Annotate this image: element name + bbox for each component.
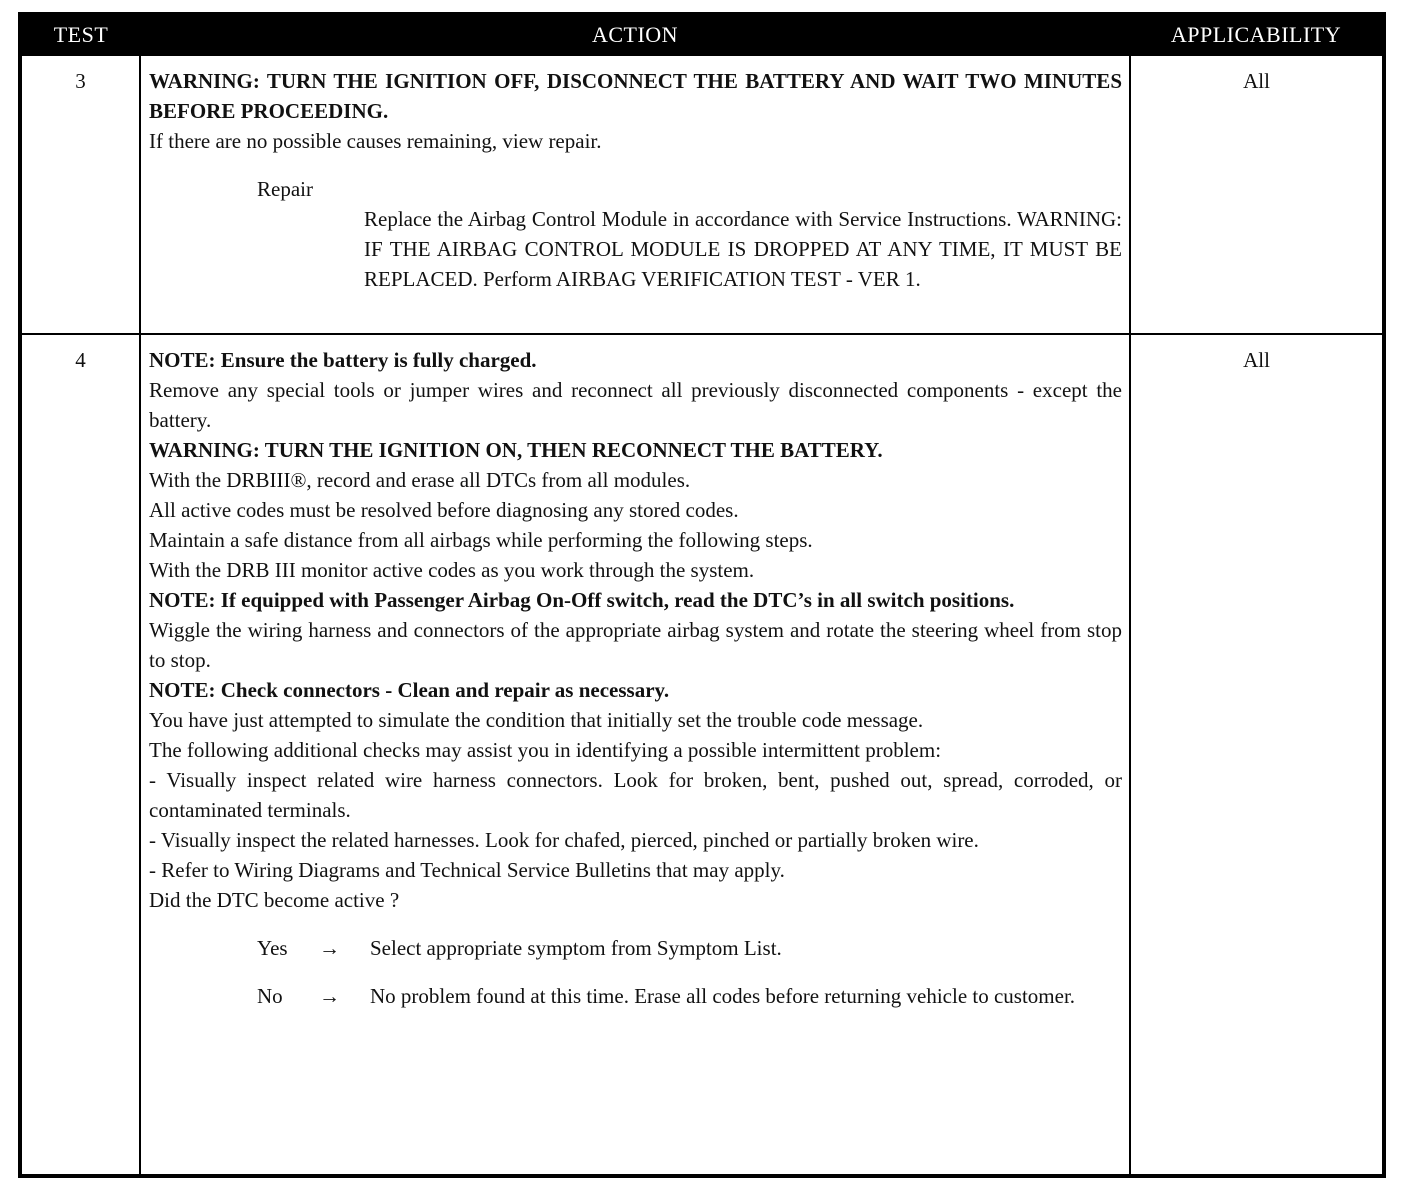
action-line: The following additional checks may assist you in identifying a possible intermittent problem:	[149, 738, 942, 762]
header-action: ACTION	[140, 16, 1130, 55]
choice-no	[149, 981, 1122, 1011]
choice-text: Select appropriate symptom from Symptom List.	[370, 936, 782, 960]
action-line: With the DRB III monitor active codes as you work through the system.	[149, 558, 755, 582]
note-text: NOTE: Ensure the battery is fully charged.	[149, 348, 537, 372]
diagnostic-table-frame	[18, 12, 1386, 1178]
action-line: Remove any special tools or jumper wires and reconnect all previously disconnected components - except the battery.	[149, 378, 1122, 432]
repair-label: Repair	[257, 177, 313, 201]
action-line: All active codes must be resolved before diagnosing any stored codes.	[149, 498, 739, 522]
note-text: NOTE: If equipped with Passenger Airbag On-Off switch, read the DTC’s in all switch positions.	[149, 588, 1015, 612]
header-applicability: APPLICABILITY	[1130, 16, 1382, 55]
warning-text: WARNING: TURN THE IGNITION ON, THEN RECONNECT THE BATTERY.	[149, 438, 883, 462]
note-text: NOTE: Check connectors - Clean and repair as necessary.	[149, 678, 670, 702]
action-cell	[140, 55, 1130, 334]
choice-answer: Yes	[257, 936, 288, 960]
applicability-value: All	[1130, 55, 1382, 334]
choice-answer: No	[257, 984, 283, 1008]
question-text: Did the DTC become active ?	[149, 888, 400, 912]
choice-yes	[149, 933, 1122, 963]
table-row-test-3	[22, 55, 1382, 334]
check-item: - Visually inspect the related harnesses. Look for chafed, pierced, pinched or partially broken wire.	[149, 828, 979, 852]
check-item: - Visually inspect related wire harness connectors. Look for broken, bent, pushed out, spread, corroded, or contaminated terminals.	[149, 768, 1122, 822]
table-header-row	[22, 16, 1382, 55]
repair-text: Replace the Airbag Control Module in accordance with Service Instructions. WARNING: IF THE AIRBAG CONTROL MODULE IS DROPPED AT ANY TIME, IT MUST BE REPLACED. Perform AIRBAG VERIFICATION TEST - VER 1.	[364, 207, 1122, 291]
arrow-right-icon: →	[319, 936, 340, 960]
table-row-test-4	[22, 334, 1382, 1174]
test-number: 3	[22, 55, 140, 334]
action-line: Maintain a safe distance from all airbags while performing the following steps.	[149, 528, 813, 552]
arrow-right-icon: →	[319, 984, 340, 1008]
header-test: TEST	[22, 16, 140, 55]
action-line: You have just attempted to simulate the condition that initially set the trouble code message.	[149, 708, 924, 732]
warning-text: WARNING: TURN THE IGNITION OFF, DISCONNECT THE BATTERY AND WAIT TWO MINUTES BEFORE PROCEEDING.	[149, 69, 1122, 123]
action-line: With the DRBIII®, record and erase all DTCs from all modules.	[149, 468, 691, 492]
choice-text: No problem found at this time. Erase all codes before returning vehicle to customer.	[370, 984, 1076, 1008]
test-number: 4	[22, 334, 140, 1174]
diagnostic-table	[22, 16, 1382, 1174]
check-item: - Refer to Wiring Diagrams and Technical Service Bulletins that may apply.	[149, 858, 785, 882]
action-line: Wiggle the wiring harness and connectors of the appropriate airbag system and rotate the steering wheel from stop to stop.	[149, 618, 1122, 672]
action-cell	[140, 334, 1130, 1174]
applicability-value: All	[1130, 334, 1382, 1174]
action-line: If there are no possible causes remaining, view repair.	[149, 129, 602, 153]
